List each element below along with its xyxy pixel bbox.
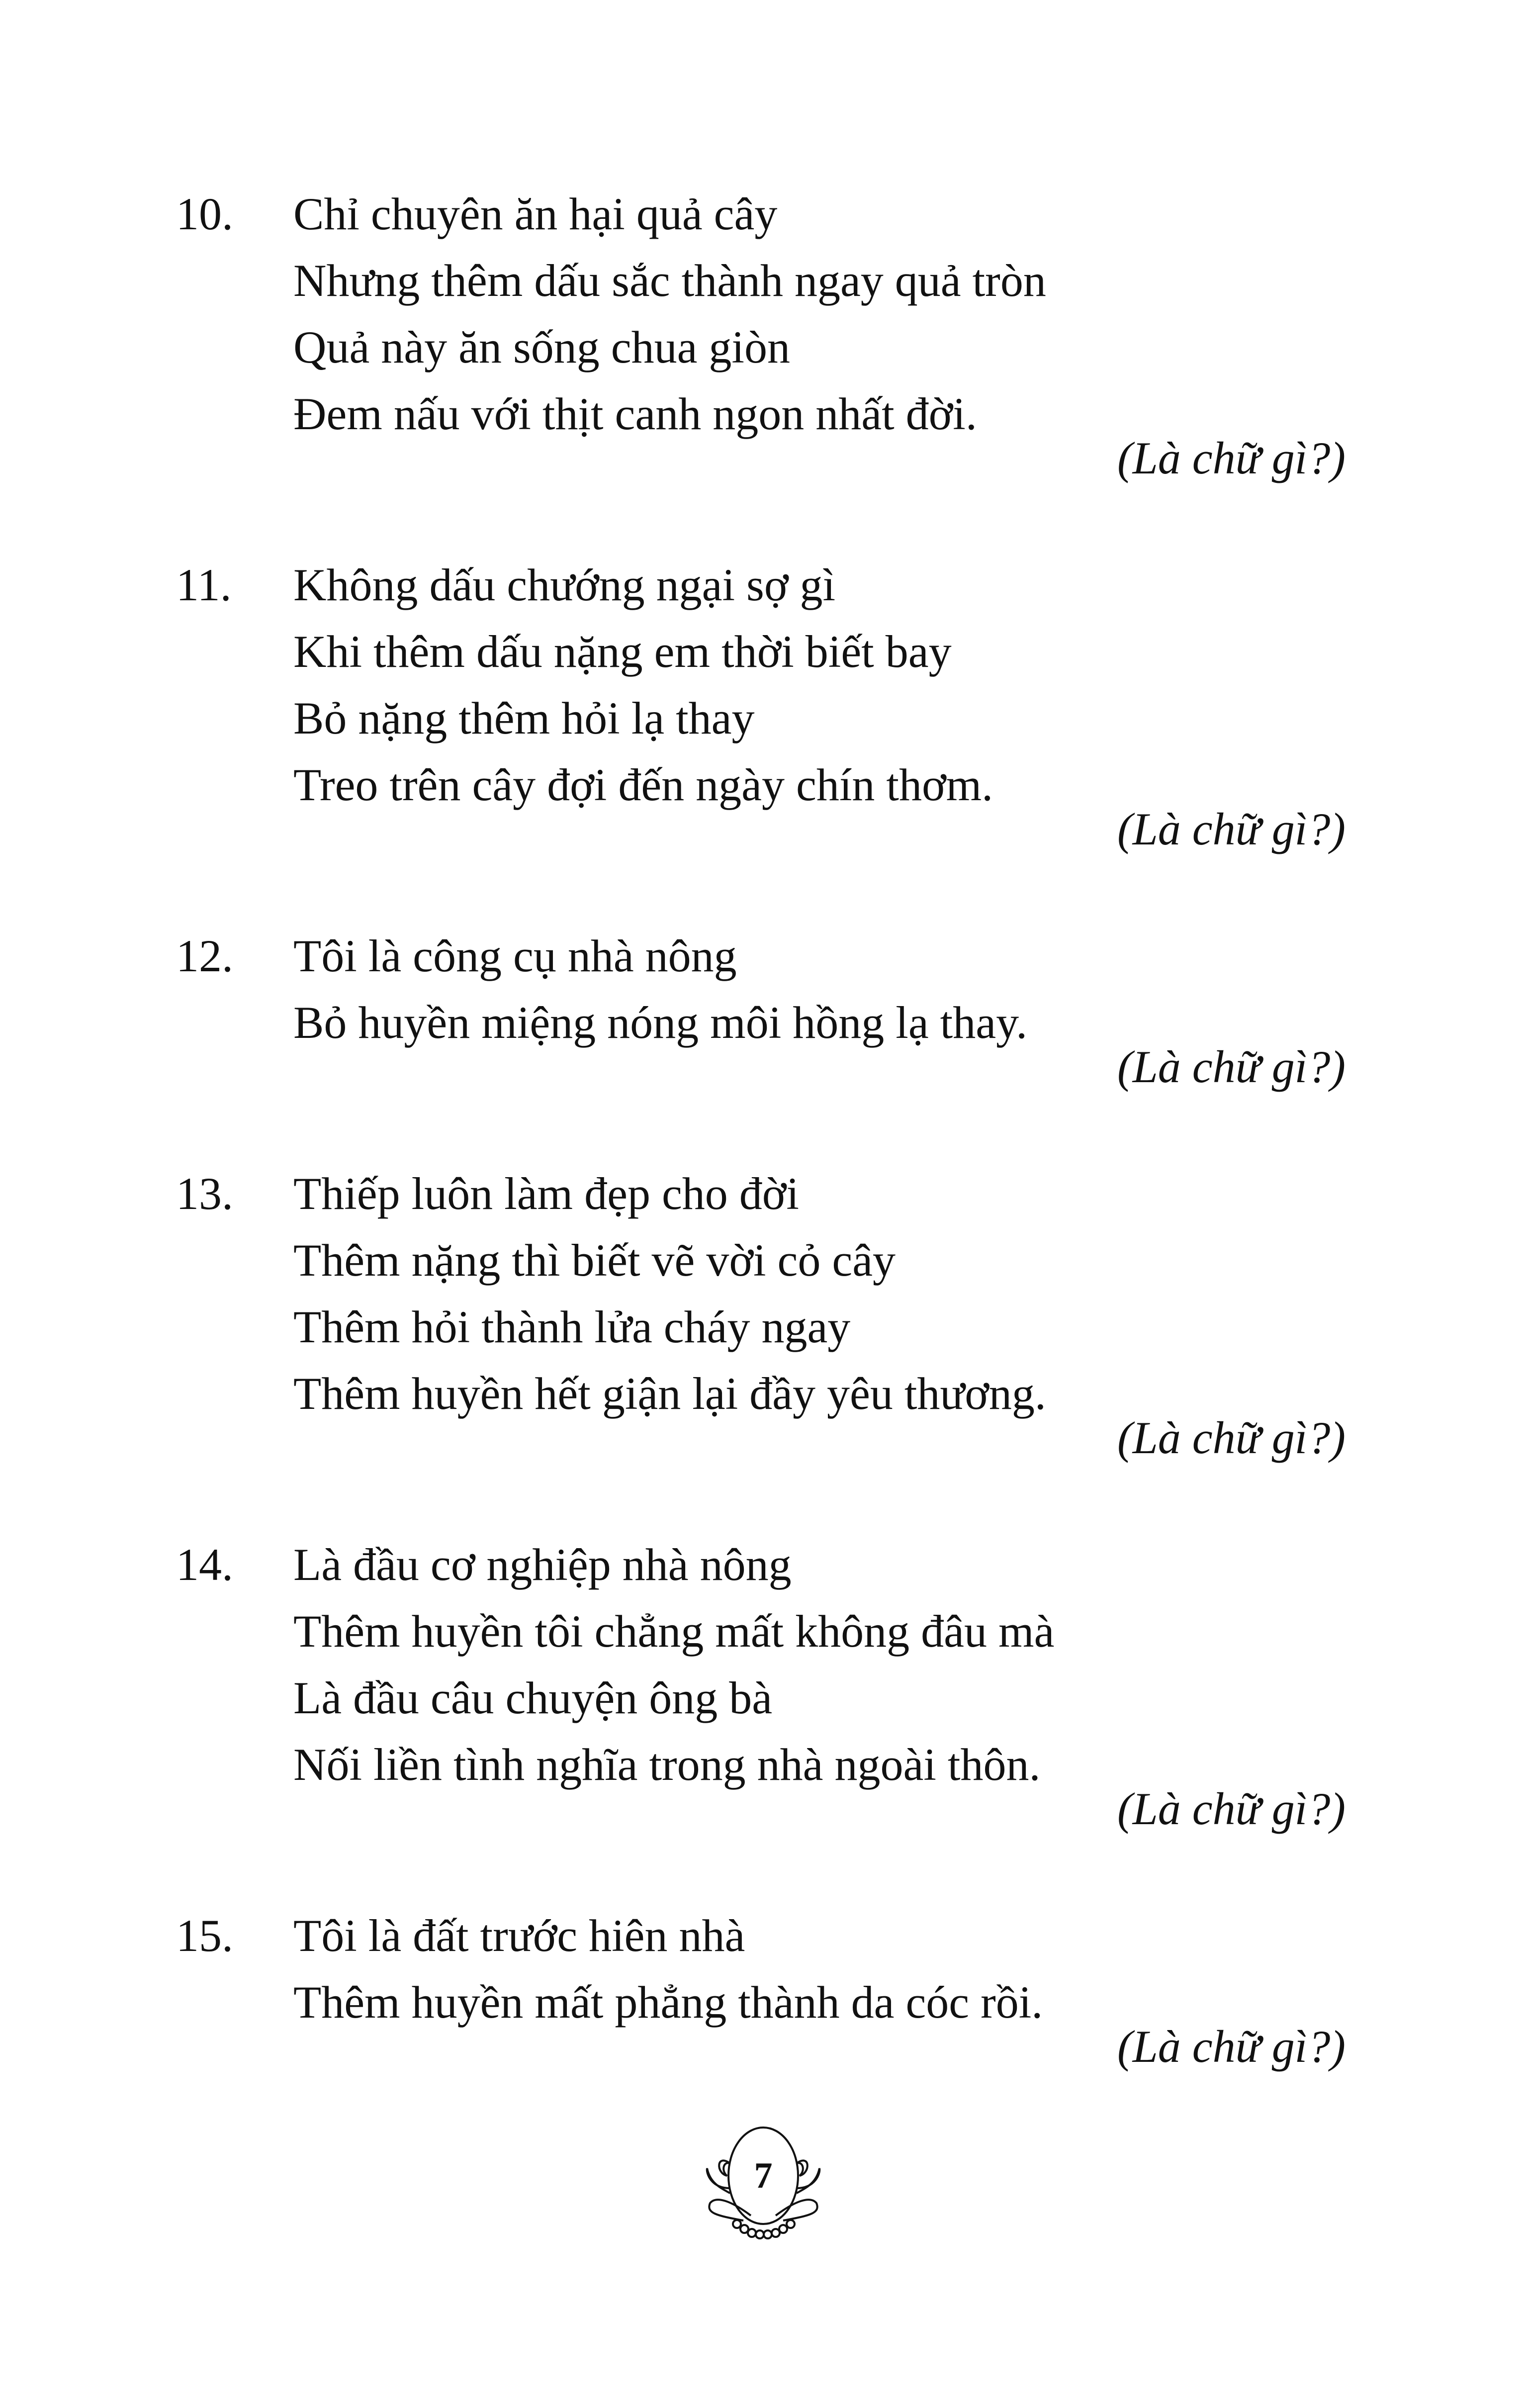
riddle-prompt: (Là chữ gì?) xyxy=(1117,433,1346,483)
verse-line: Chỉ chuyên ăn hại quả cây xyxy=(293,188,778,239)
riddle-verse xyxy=(293,181,1529,447)
riddle-prompt: (Là chữ gì?) xyxy=(1117,1412,1346,1463)
verse-line: Thiếp luôn làm đẹp cho đời xyxy=(293,1168,799,1219)
riddle-item xyxy=(0,181,1529,491)
verse-line: Nối liền tình nghĩa trong nhà ngoài thôn. xyxy=(293,1739,1041,1790)
riddle-prompt: (Là chữ gì?) xyxy=(1117,804,1346,854)
verse-line: Quả này ăn sống chua giòn xyxy=(293,322,790,372)
riddle-prompt: (Là chữ gì?) xyxy=(1117,1041,1346,1092)
verse-line: Tôi là công cụ nhà nông xyxy=(293,930,737,981)
riddle-number: 13. xyxy=(176,1168,233,1219)
verse-line: Nhưng thêm dấu sắc thành ngay quả tròn xyxy=(293,255,1046,306)
verse-line: Thêm huyền hết giận lại đầy yêu thương. xyxy=(293,1368,1046,1419)
verse-line: Là đầu cơ nghiệp nhà nông xyxy=(293,1539,792,1590)
verse-line: Thêm huyền tôi chẳng mất không đâu mà xyxy=(293,1606,1055,1657)
verse-line: Không dấu chướng ngại sợ gì xyxy=(293,559,836,610)
riddle-item xyxy=(0,1902,1529,2080)
riddle-number: 11. xyxy=(176,559,232,610)
verse-line: Thêm hỏi thành lửa cháy ngay xyxy=(293,1301,851,1352)
verse-line: Đem nấu với thịt canh ngon nhất đời. xyxy=(293,388,977,439)
riddle-verse xyxy=(293,552,1529,818)
riddle-prompt: (Là chữ gì?) xyxy=(1117,1783,1346,1834)
riddle-verse xyxy=(293,1531,1529,1798)
riddle-list xyxy=(0,181,1529,2140)
verse-line: Là đầu câu chuyện ông bà xyxy=(293,1672,773,1723)
verse-line: Khi thêm dấu nặng em thời biết bay xyxy=(293,626,952,677)
verse-line: Bỏ nặng thêm hỏi lạ thay xyxy=(293,693,755,743)
page-number: 7 xyxy=(754,2155,773,2196)
riddle-verse xyxy=(293,1160,1529,1427)
riddle-number: 14. xyxy=(176,1539,233,1590)
riddle-number: 15. xyxy=(176,1910,233,1961)
page-number-ornament xyxy=(696,2114,830,2243)
riddle-number: 10. xyxy=(176,188,233,239)
verse-line: Thêm huyền mất phẳng thành da cóc rồi. xyxy=(293,1977,1043,2028)
riddle-item xyxy=(0,923,1529,1100)
verse-line: Thêm nặng thì biết vẽ vời cỏ cây xyxy=(293,1235,896,1286)
verse-line: Treo trên cây đợi đến ngày chín thơm. xyxy=(293,759,993,810)
riddle-number: 12. xyxy=(176,930,233,981)
verse-line: Tôi là đất trước hiên nhà xyxy=(293,1910,745,1961)
verse-line: Bỏ huyền miệng nóng môi hồng lạ thay. xyxy=(293,997,1028,1048)
riddle-item xyxy=(0,552,1529,862)
riddle-prompt: (Là chữ gì?) xyxy=(1117,2021,1346,2072)
riddle-item xyxy=(0,1160,1529,1471)
riddle-item xyxy=(0,1531,1529,1842)
